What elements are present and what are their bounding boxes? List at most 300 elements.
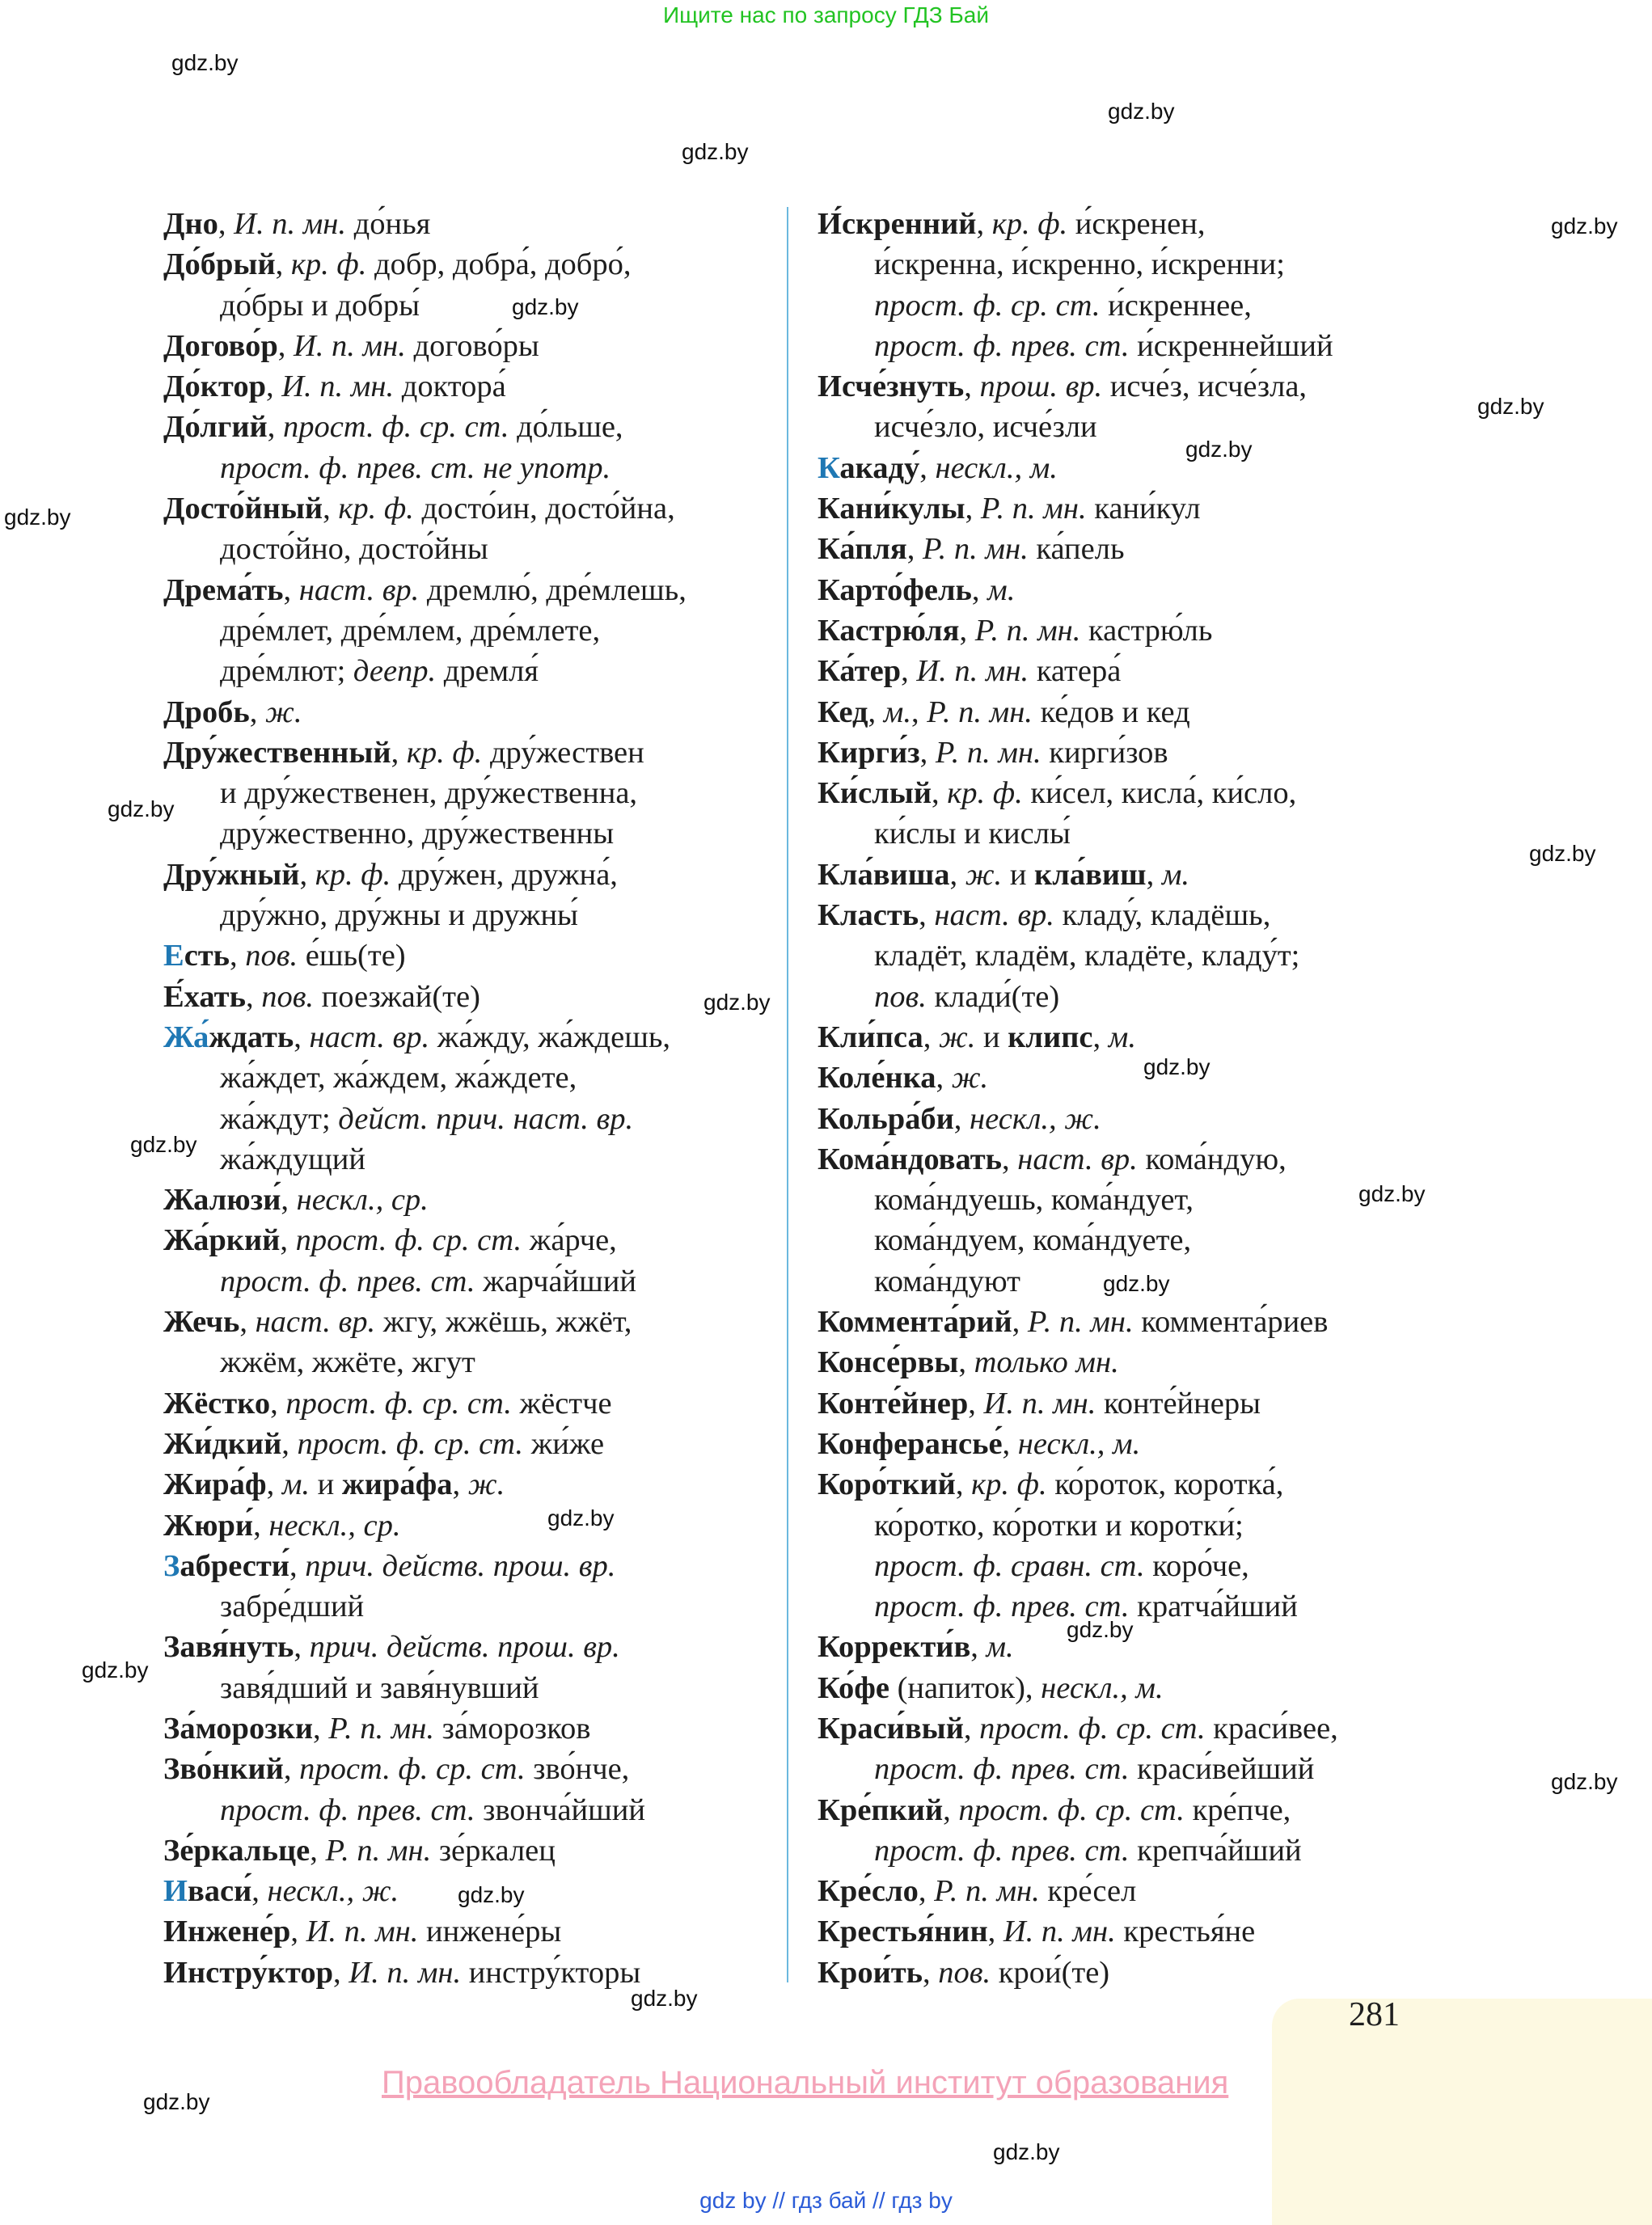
headword — [163, 1549, 289, 1583]
dictionary-entry — [818, 855, 1432, 895]
headword-text: До́ктор — [163, 369, 266, 404]
word-form: ке́дов и кед — [1032, 695, 1190, 729]
watermark: gdz.by — [1551, 213, 1618, 239]
grammar-note: И. п. мн. — [349, 1955, 462, 1990]
headword-variant: кла́виш — [1034, 857, 1147, 892]
dictionary-entry — [163, 366, 778, 407]
word-form: жа́ждет, жа́ждем, жа́ждете, — [220, 1061, 577, 1096]
word-form: кратча́йший — [1129, 1590, 1298, 1624]
dictionary-entry — [163, 488, 778, 570]
entry-line — [818, 813, 1432, 854]
headword-separator: , — [277, 328, 294, 363]
word-form: забре́дший — [220, 1590, 365, 1624]
grammar-note: кр. ф. — [947, 776, 1023, 811]
word-form: дру́жно, дру́жны и дружны́ — [220, 898, 578, 933]
entry-line — [818, 1546, 1432, 1586]
headword — [818, 1793, 943, 1827]
dictionary-entry — [163, 1627, 778, 1708]
headword-separator: , — [266, 369, 282, 404]
section-initial: И — [163, 1874, 188, 1909]
headword-text: Кла́виша — [818, 857, 950, 892]
entry-line — [818, 407, 1432, 447]
word-form: и́скренна, и́скренно, и́скренни; — [874, 247, 1285, 282]
headword-separator: , — [987, 1915, 1003, 1949]
headword — [818, 207, 976, 241]
headword-separator: , — [280, 1223, 296, 1258]
grammar-note: прост. ф. ср. ст. — [297, 1426, 524, 1461]
entry-line — [818, 651, 1432, 691]
grammar-note: кр. ф. — [991, 207, 1068, 241]
headword-separator: , — [919, 898, 935, 933]
entry-line — [163, 204, 778, 244]
grammar-note: И. п. мн. — [234, 207, 347, 241]
entry-line — [163, 1911, 778, 1952]
watermark: gdz.by — [130, 1132, 197, 1157]
entry-line — [818, 895, 1432, 935]
word-form: исче́зло, исче́зли — [874, 410, 1097, 445]
headword — [818, 1712, 964, 1746]
top-banner: Ищите нас по запросу ГДЗ Бай — [662, 2, 990, 27]
headword — [163, 858, 299, 892]
headword-separator: , — [299, 857, 315, 892]
headword-text: васи́ — [187, 1874, 252, 1909]
grammar-note: И. п. мн. — [983, 1386, 1096, 1421]
word-form: и — [1002, 857, 1035, 892]
entry-line — [818, 244, 1432, 285]
word-form: дре́млет, дре́млем, дре́млете, — [220, 613, 601, 648]
dictionary-entry — [163, 1708, 778, 1749]
grammar-note: И. п. мн. — [281, 369, 395, 404]
grammar-note: ж. — [938, 1020, 976, 1054]
headword — [163, 247, 276, 281]
headword — [163, 980, 246, 1014]
headword — [818, 1671, 889, 1705]
dictionary-entry — [818, 1302, 1432, 1342]
entry-line — [818, 692, 1432, 733]
dictionary-entry — [163, 977, 778, 1017]
entry-line — [818, 1058, 1432, 1098]
entry-line — [163, 1505, 778, 1546]
headword-text: Исче́знуть — [818, 369, 965, 404]
headword-text: Дрема́ть — [163, 572, 284, 607]
dictionary-entry — [818, 1342, 1432, 1383]
grammar-note: пов. — [874, 979, 927, 1014]
entry-line — [163, 570, 778, 610]
grammar-note: наст. вр. — [1017, 1142, 1138, 1176]
headword-text: Дру́жный — [163, 857, 300, 892]
headword-separator: , — [283, 572, 299, 607]
headword-text: Инстру́ктор — [163, 1955, 334, 1990]
word-form: кома́ндуешь, кома́ндует, — [874, 1183, 1194, 1218]
dictionary-entry — [163, 1953, 778, 1993]
entry-line — [818, 977, 1432, 1017]
word-form: дру́жествен — [482, 735, 644, 770]
entry-line — [818, 1383, 1432, 1424]
headword — [163, 1956, 333, 1990]
word-form: жи́же — [523, 1426, 605, 1461]
entry-line — [818, 1017, 1432, 1058]
word-form: дремля́ — [436, 654, 539, 689]
headword-text: Досто́йный — [163, 492, 323, 526]
grammar-note: прост. ф. ср. ст. — [295, 1223, 522, 1258]
word-form: до́бры и добры́ — [220, 288, 420, 323]
word-form: ко́ротко, ко́ротки и коротки́; — [874, 1508, 1244, 1543]
entry-line — [163, 733, 778, 773]
headword-text: Коро́ткий — [818, 1467, 956, 1502]
entry-line — [818, 1261, 1432, 1302]
grammar-note: прост. ф. ср. ст. — [958, 1792, 1185, 1827]
word-form: дру́жен, дружна́, — [391, 857, 618, 892]
grammar-note: прост. ф. прев. ст. — [220, 1792, 475, 1827]
grammar-note: И. п. мн. — [294, 328, 406, 363]
headword-text: Крои́ть — [818, 1955, 923, 1990]
watermark: gdz.by — [1477, 394, 1544, 419]
headword — [818, 1915, 988, 1948]
headword — [818, 858, 950, 892]
word-form: , — [911, 695, 927, 729]
word-form: кре́пче, — [1184, 1792, 1291, 1827]
section-initial: К — [818, 450, 840, 485]
headword — [818, 1020, 923, 1054]
dictionary-entry — [163, 1383, 778, 1424]
headword-text: Кома́ндовать — [818, 1142, 1002, 1176]
headword-separator: , — [919, 735, 936, 770]
column-divider — [787, 207, 788, 1982]
grammar-note: ж. — [467, 1467, 505, 1502]
dictionary-entry — [163, 1302, 778, 1383]
watermark: gdz.by — [512, 294, 579, 319]
dictionary-entry — [818, 692, 1432, 733]
headword-separator: , — [249, 695, 266, 729]
grammar-note: пов. — [938, 1955, 991, 1990]
rights-notice: Правообладатель Национальный институт образования — [382, 2065, 1229, 2100]
entry-line — [818, 488, 1432, 529]
word-form: , — [452, 1467, 468, 1502]
headword-separator: , — [953, 1101, 970, 1136]
grammar-note: прост. ф. ср. ст. — [282, 410, 509, 445]
headword — [818, 776, 932, 810]
watermark: gdz.by — [993, 2139, 1060, 2164]
word-form: жарча́йший — [475, 1264, 636, 1298]
grammar-note: нескл., м. — [1041, 1670, 1164, 1705]
dictionary-entry — [818, 570, 1432, 610]
page-number: 281 — [1349, 1996, 1400, 2033]
grammar-note: м. — [281, 1467, 311, 1502]
headword-text: Краси́вый — [818, 1711, 964, 1746]
grammar-note: Р. п. мн. — [325, 1833, 432, 1868]
headword-variant: жира́фа — [341, 1467, 453, 1502]
headword-text: Кед — [818, 695, 868, 729]
headword-separator: , — [294, 1630, 310, 1665]
word-form: ко́роток, коротка́, — [1046, 1467, 1284, 1502]
entry-line — [818, 1586, 1432, 1627]
headword-text: Кли́пса — [818, 1020, 923, 1054]
headword-separator: , — [923, 1955, 939, 1990]
dictionary-entry — [818, 1464, 1432, 1627]
grammar-note: пов. — [261, 979, 315, 1014]
word-form: крепча́йший — [1129, 1833, 1302, 1868]
word-form: зво́нче, — [525, 1752, 630, 1787]
entry-line — [818, 935, 1432, 976]
entry-line — [163, 895, 778, 935]
grammar-note: м. — [1108, 1020, 1136, 1054]
word-form: краси́вее, — [1205, 1711, 1338, 1746]
right-column — [818, 204, 1432, 1993]
headword-separator: , — [245, 979, 262, 1014]
dictionary-entry — [818, 366, 1432, 448]
dictionary-entry — [818, 1953, 1432, 1993]
watermark: gdz.by — [1358, 1181, 1426, 1206]
headword-text: До́брый — [163, 247, 276, 282]
headword-separator: , — [218, 207, 234, 241]
watermark: gdz.by — [108, 796, 175, 821]
entry-line — [818, 1099, 1432, 1139]
grammar-note: прич. действ. прош. вр. — [305, 1548, 616, 1583]
headword-text: Конте́йнер — [818, 1386, 969, 1421]
watermark: gdz.by — [631, 1986, 698, 2011]
grammar-note: нескл., м. — [935, 450, 1058, 485]
headword-text: Консе́рвы — [818, 1345, 959, 1380]
headword-separator: , — [1012, 1305, 1028, 1340]
headword — [818, 1387, 968, 1421]
headword-separator: , — [391, 735, 407, 770]
dictionary-entry — [818, 1017, 1432, 1058]
headword-separator: (напиток), — [889, 1670, 1041, 1705]
entry-line — [163, 1749, 778, 1789]
dictionary-entry — [163, 1464, 778, 1505]
dictionary-entry — [818, 448, 1432, 488]
entry-line — [163, 1424, 778, 1464]
headword — [818, 1956, 923, 1990]
dictionary-entry — [818, 895, 1432, 1017]
headword-separator: , — [965, 492, 981, 526]
dictionary-entry — [818, 651, 1432, 691]
dictionary-entry — [163, 1749, 778, 1830]
word-form: ки́слы и кислы́ — [874, 817, 1071, 851]
headword — [163, 1305, 239, 1339]
word-form: и — [310, 1467, 342, 1502]
entry-line — [818, 1830, 1432, 1871]
grammar-note: Р. п. мн. — [934, 1874, 1040, 1909]
entry-line — [163, 1953, 778, 1993]
entry-line — [818, 366, 1432, 407]
grammar-note: наст. вр. — [934, 898, 1054, 933]
headword-text: Жалюзи́ — [163, 1183, 281, 1218]
headword — [163, 939, 230, 973]
headword-separator: , — [251, 1874, 268, 1909]
headword-separator: , — [918, 1874, 935, 1909]
entry-line — [163, 1464, 778, 1505]
dictionary-entry — [163, 1180, 778, 1220]
headword-separator: , — [1002, 1142, 1018, 1176]
entry-line — [163, 285, 778, 326]
grammar-note: Р. п. мн. — [927, 695, 1033, 729]
headword-separator: , — [281, 1183, 297, 1218]
word-form: и дру́жественен, дру́жественна, — [220, 776, 638, 811]
watermark: gdz.by — [547, 1505, 615, 1530]
entry-line — [163, 1546, 778, 1586]
headword-separator: , — [868, 695, 884, 729]
headword-separator: , — [970, 1630, 987, 1665]
entry-line — [163, 773, 778, 813]
word-form: жёстче — [511, 1386, 612, 1421]
entry-line — [163, 1383, 778, 1424]
entry-line — [163, 610, 778, 651]
headword-separator: , — [971, 572, 988, 607]
headword — [818, 1874, 919, 1908]
grammar-note: кр. ф. — [290, 247, 367, 282]
headword-text: Ка́тер — [818, 654, 902, 689]
word-form: жа́ждут; — [220, 1101, 339, 1136]
entry-line — [163, 1302, 778, 1342]
dictionary-entry — [818, 1790, 1432, 1872]
entry-line — [818, 326, 1432, 366]
headword — [818, 1142, 1002, 1176]
entry-line — [818, 1302, 1432, 1342]
bottom-banner: gdz by // гдз бай // гдз by — [699, 2188, 953, 2213]
grammar-note: прост. ф. прев. ст. — [874, 328, 1130, 363]
entry-line — [818, 1871, 1432, 1911]
word-form: поезжай(те) — [314, 979, 480, 1014]
headword-text: акаду́ — [839, 450, 920, 485]
headword-separator: , — [294, 1020, 310, 1054]
entry-line — [818, 733, 1432, 773]
entry-line — [818, 1505, 1432, 1546]
headword-text: Кани́кулы — [818, 492, 965, 526]
word-form: до́льше, — [509, 410, 623, 445]
headword — [818, 1305, 1012, 1339]
grammar-note: ж. — [951, 1061, 989, 1096]
word-form: кома́ндуем, кома́ндуете, — [874, 1223, 1192, 1258]
headword-separator: , — [310, 1833, 326, 1868]
grammar-note: кр. ф. — [315, 857, 391, 892]
watermark: gdz.by — [703, 990, 771, 1015]
headword-text: Дно — [163, 207, 218, 241]
grammar-note: дейст. прич. наст. вр. — [338, 1101, 634, 1136]
headword-text: Жюри́ — [163, 1508, 254, 1543]
entry-line — [163, 1261, 778, 1302]
entry-line — [818, 1749, 1432, 1789]
grammar-note: ж. — [265, 695, 302, 729]
grammar-note: И. п. мн. — [916, 654, 1029, 689]
grammar-note: И. п. мн. — [1003, 1915, 1116, 1949]
entry-line — [818, 610, 1432, 651]
grammar-note: Р. п. мн. — [974, 613, 1081, 648]
word-form: и́скреннейший — [1129, 328, 1333, 363]
word-form: жа́рче, — [522, 1223, 617, 1258]
word-form: инстру́кторы — [461, 1955, 641, 1990]
entry-line — [818, 1911, 1432, 1952]
headword-separator: , — [333, 1955, 349, 1990]
word-form: кома́ндую, — [1137, 1142, 1287, 1176]
dictionary-entry — [163, 1424, 778, 1464]
entry-line — [818, 1139, 1432, 1180]
watermark: gdz.by — [82, 1657, 149, 1682]
word-form: коммента́риев — [1133, 1305, 1329, 1340]
entry-line — [163, 813, 778, 854]
entry-line — [163, 1871, 778, 1911]
word-form: ки́сел, кисла́, ки́сло, — [1022, 776, 1297, 811]
word-form: клади́(те) — [926, 979, 1060, 1014]
headword-separator: , — [313, 1711, 329, 1746]
entry-line — [818, 1790, 1432, 1830]
entry-line — [163, 1708, 778, 1749]
dictionary-entry — [818, 488, 1432, 529]
dictionary-entry — [163, 204, 778, 244]
entry-line — [163, 935, 778, 976]
entry-line — [163, 366, 778, 407]
grammar-note: наст. вр. — [255, 1305, 376, 1340]
headword-text: Жира́ф — [163, 1467, 267, 1502]
grammar-note: прост. ф. ср. ст. — [979, 1711, 1206, 1746]
headword — [818, 532, 907, 566]
dictionary-entry — [163, 407, 778, 488]
word-form: кастрю́ль — [1080, 613, 1213, 648]
grammar-note: наст. вр. — [309, 1020, 430, 1054]
watermark: gdz.by — [458, 1882, 525, 1907]
headword-text: Кольра́би — [818, 1101, 954, 1136]
dictionary-entry — [163, 326, 778, 366]
watermark: gdz.by — [4, 505, 71, 530]
headword — [163, 1387, 270, 1421]
headword-separator: , — [275, 247, 291, 282]
word-form: и́скренен, — [1067, 207, 1206, 241]
entry-line — [163, 529, 778, 569]
word-form: крои́(те) — [991, 1955, 1110, 1990]
dictionary-entry — [818, 1627, 1432, 1667]
dictionary-entry — [163, 733, 778, 855]
entry-line — [818, 1220, 1432, 1260]
headword-separator: , — [323, 492, 339, 526]
dictionary-entry — [818, 773, 1432, 855]
word-form: кладу́, кладёшь, — [1054, 898, 1271, 933]
entry-line — [163, 1017, 778, 1058]
dictionary-entry — [818, 1383, 1432, 1424]
grammar-note: нескл., ж. — [970, 1101, 1101, 1136]
entry-line — [818, 448, 1432, 488]
word-form: дру́жественно, дру́жественны — [220, 817, 615, 851]
word-form: жа́ждущий — [220, 1142, 365, 1176]
dictionary-entry — [163, 692, 778, 733]
headword — [818, 1061, 936, 1095]
grammar-note: нескл., м. — [1017, 1426, 1141, 1461]
headword — [163, 1915, 290, 1948]
watermark: gdz.by — [171, 50, 239, 75]
watermark: gdz.by — [143, 2089, 210, 2114]
dictionary-entry — [818, 1139, 1432, 1302]
headword — [818, 573, 972, 607]
headword-text: Е́хать — [163, 979, 246, 1014]
grammar-note: прост. ф. прев. ст. — [874, 1752, 1130, 1787]
headword-text: Жёстко — [163, 1386, 271, 1421]
entry-line — [818, 204, 1432, 244]
grammar-note: прош. вр. — [979, 369, 1103, 404]
entry-line — [163, 1058, 778, 1098]
headword — [818, 898, 919, 932]
entry-line — [818, 529, 1432, 569]
headword-text: Класть — [818, 898, 919, 933]
headword-text: Ко́фе — [818, 1670, 889, 1705]
word-form: краси́вейший — [1129, 1752, 1315, 1787]
dictionary-entry — [818, 1058, 1432, 1098]
watermark: gdz.by — [1108, 99, 1175, 124]
headword-text: До́лгий — [163, 410, 268, 445]
dictionary-entry — [818, 529, 1432, 569]
headword — [818, 369, 964, 403]
headword — [163, 573, 283, 607]
headword-separator: , — [281, 1426, 298, 1461]
headword-text: Ки́слый — [818, 776, 932, 811]
